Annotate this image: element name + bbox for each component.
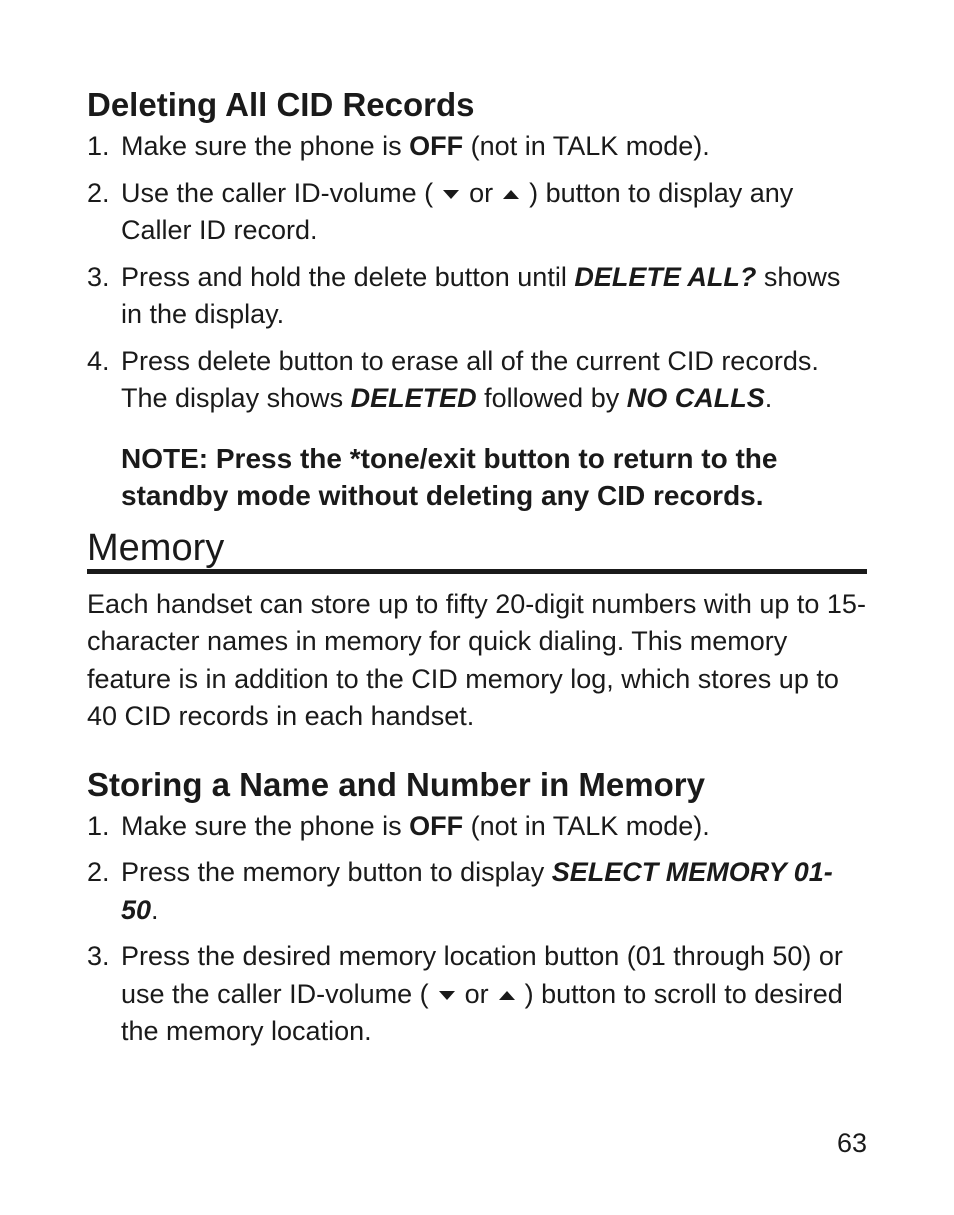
manual-page (87, 84, 867, 1060)
step-number: 3. (87, 941, 110, 971)
step-number: 1. (87, 810, 110, 841)
down-arrow-icon (439, 991, 455, 1000)
deleting-cid-heading: Deleting All CID Records (87, 86, 475, 123)
deleted-keyword: DELETED (350, 383, 477, 413)
list-item: 3. Press the desired memory location button (01 through 50) or use the caller ID-volume ( or ) button to scroll to desired the memory location. (87, 938, 867, 1051)
list-item: 1. Make sure the phone is OFF (not in TALK mode). (87, 808, 867, 846)
storing-heading: Storing a Name and Number in Memory (87, 765, 705, 803)
list-item: 3. Press and hold the delete button until DELETE ALL? shows in the display. (87, 259, 867, 334)
step-number: 4. (87, 345, 110, 376)
list-item: 2. Press the memory button to display SELECT MEMORY 01-50. (87, 854, 867, 929)
step-number: 2. (87, 177, 110, 208)
step-number: 2. (87, 857, 110, 887)
list-item: 1. Make sure the phone is OFF (not in TALK mode). (87, 128, 867, 166)
step-number: 1. (87, 131, 110, 161)
up-arrow-icon (499, 991, 515, 1000)
up-arrow-icon (503, 190, 519, 199)
select-memory-keyword: SELECT MEMORY 01-50 (121, 857, 833, 925)
list-item: 2. Use the caller ID-volume ( or ) button to display any Caller ID record. (87, 175, 867, 250)
step-number: 3. (87, 261, 110, 292)
off-keyword: OFF (409, 131, 464, 161)
list-item: 4. Press delete button to erase all of the current CID records. The display shows DELETED followed by NO CALLS. (87, 343, 867, 418)
no-calls-keyword: NO CALLS (626, 383, 765, 413)
delete-all-keyword: DELETE ALL? (574, 261, 757, 292)
down-arrow-icon (443, 190, 459, 199)
off-keyword: OFF (409, 810, 464, 841)
deleting-steps-list (87, 128, 867, 418)
page-number: 63 (836, 1128, 867, 1158)
memory-description: Each handset can store up to fifty 20-digit numbers with up to 15-character names in memory for quick dialing. This memory feature is in addition to the CID memory log, which stores up to 40 CID records in each handset. (87, 588, 866, 731)
note-text: NOTE: Press the *tone/exit button to return to the standby mode without deleting any CID records. (121, 442, 778, 511)
storing-steps-list (87, 808, 867, 1051)
memory-section-title: Memory (87, 527, 867, 574)
